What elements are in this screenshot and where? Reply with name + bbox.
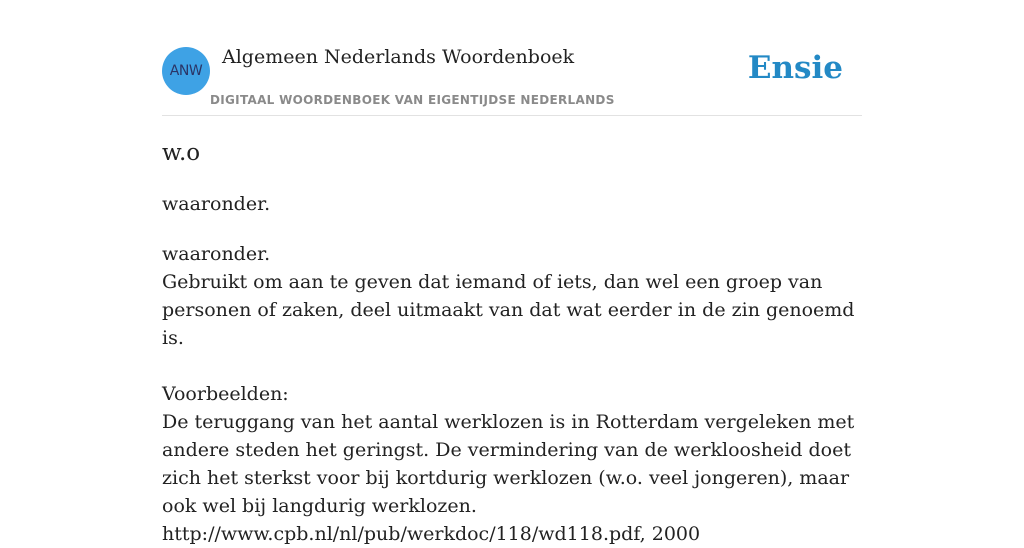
source-link[interactable]: http://www.cpb.nl/nl/pub/werkdoc/118/wd118.pdf, 2000 (162, 523, 701, 545)
ensie-brand-link[interactable]: Ensie (747, 50, 843, 86)
definition-text: Gebruikt om aan te geven dat iemand of iets, dan wel een groep van personen of zaken, deel uitmaakt van dat wat eerder in de zin genoemd is. (162, 271, 855, 349)
entry-body (162, 240, 862, 548)
examples-label: Voorbeelden: (162, 383, 289, 405)
page-container (162, 0, 862, 545)
definition-term: waaronder. (162, 243, 271, 265)
anw-logo[interactable] (162, 47, 210, 95)
site-subtitle: DIGITAAL WOORDENBOEK VAN EIGENTIJDSE NEDERLANDS (210, 93, 615, 107)
site-title[interactable]: Algemeen Nederlands Woordenboek (222, 46, 575, 68)
example-text: De teruggang van het aantal werklozen is in Rotterdam vergeleken met andere steden het geringst. De vermindering van de werkloosheid doet zich het sterkst voor bij kortdurig werklozen (w.o. veel jongeren), maar ook wel bij langdurig werklozen. (162, 411, 855, 517)
logo-text: ANW (169, 63, 203, 79)
site-header (162, 0, 862, 116)
short-definition: waaronder. (162, 193, 271, 215)
page-title: w.o (162, 140, 201, 166)
spacer (162, 352, 862, 380)
